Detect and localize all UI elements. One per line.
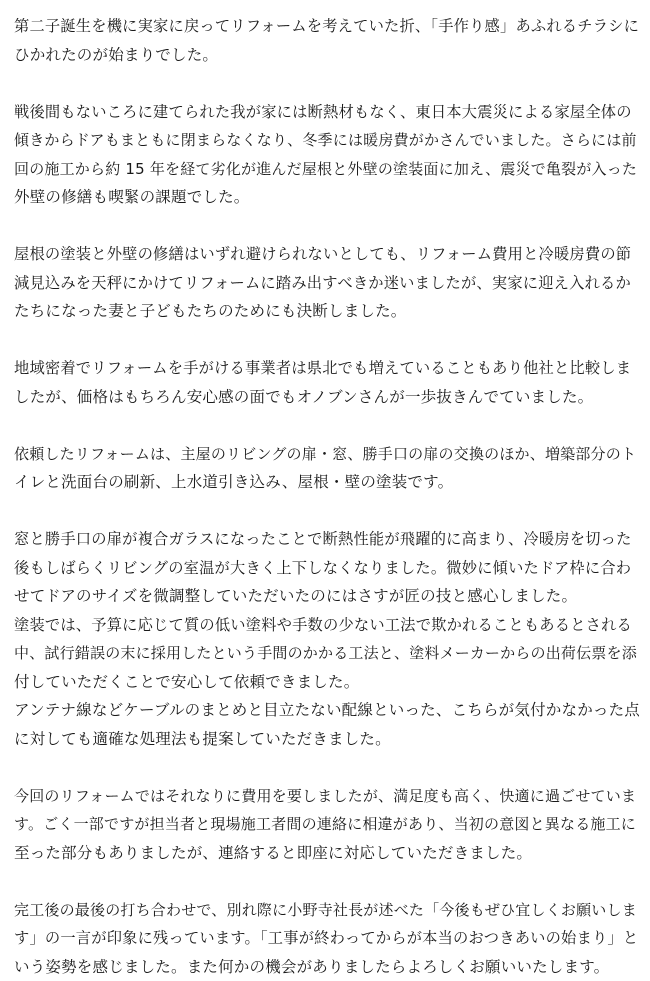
text-line: いう姿勢を感じました。また何かの機会がありましたらよろしくお願いいたします。 [14,953,640,981]
text-line: 付していただくことで安心して依頼できました。 [14,668,640,697]
text-line: 依頼したリフォームは、主屋のリビングの扉・窓、勝手口の扉の交換のほか、増築部分のト [14,440,640,469]
paragraph-satisfaction [14,782,640,868]
text-line: 後もしばらくリビングの室温が大きく上下しなくなりました。微妙に傾いたドア枠に合わ [14,554,640,583]
text-line: 中、試行錯誤の末に採用したという手間のかかる工法と、塗料メーカーからの出荷伝票を添 [14,639,640,668]
text-line: 外壁の修繕も喫緊の課題でした。 [14,183,640,212]
paragraph-decision [14,240,640,326]
text-line: 塗装では、予算に応じて質の低い塗料や手数の少ない工法で欺かれることもあるとされる [14,611,640,640]
text-line: す」の一言が印象に残っています。「工事が終わってからが本当のおつきあいの始まり」と [14,924,640,953]
text-line: 回の施工から約 15 年を経て劣化が進んだ屋根と外壁の塗装面に加え、震災で亀裂が入った [14,155,640,184]
paragraph-background [14,98,640,212]
text-line: したが、価格はもちろん安心感の面でもオノブンさんが一歩抜きんでていました。 [14,383,640,412]
paragraph-closing [14,896,640,981]
text-line: アンテナ線などケーブルのまとめと目立たない配線といった、こちらが気付かなかった点 [14,696,640,725]
text-line: 減見込みを天秤にかけてリフォームに踏み出すべきか迷いましたが、実家に迎え入れるか [14,269,640,298]
text-line: 完工後の最後の打ち合わせで、別れ際に小野寺社長が述べた「今後もぜひ宜しくお願いしま [14,896,640,925]
text-line: ひかれたのが始まりでした。 [14,41,640,70]
text-line: せてドアのサイズを微調整していただいたのにはさすが匠の技と感心しました。 [14,582,640,611]
testimonial-document [14,12,640,981]
text-line: 至った部分もありましたが、連絡すると即座に対応していただきました。 [14,839,640,868]
text-line: 窓と勝手口の扉が複合ガラスになったことで断熱性能が飛躍的に高まり、冷暖房を切った [14,525,640,554]
text-line: 第二子誕生を機に実家に戻ってリフォームを考えていた折、「手作り感」あふれるチラシに [14,12,640,41]
text-line: す。ごく一部ですが担当者と現場施工者間の連絡に相違があり、当初の意図と異なる施工に [14,810,640,839]
paragraph-intro [14,12,640,69]
text-line: たちになった妻と子どもたちのためにも決断しました。 [14,297,640,326]
text-line: 戦後間もないころに建てられた我が家には断熱材もなく、東日本大震災による家屋全体の [14,98,640,127]
text-line: 屋根の塗装と外壁の修繕はいずれ避けられないとしても、リフォーム費用と冷暖房費の節 [14,240,640,269]
text-line: 今回のリフォームではそれなりに費用を要しましたが、満足度も高く、快適に過ごせていま [14,782,640,811]
paragraph-comparison [14,354,640,411]
text-line: 地域密着でリフォームを手がける事業者は県北でも増えていることもあり他社と比較しま [14,354,640,383]
paragraph-results [14,525,640,753]
text-line: に対しても適確な処理法も提案していただきました。 [14,725,640,754]
paragraph-scope [14,440,640,497]
text-line: イレと洗面台の刷新、上水道引き込み、屋根・壁の塗装です。 [14,468,640,497]
text-line: 傾きからドアもまともに閉まらなくなり、冬季には暖房費がかさんでいました。さらには前 [14,126,640,155]
